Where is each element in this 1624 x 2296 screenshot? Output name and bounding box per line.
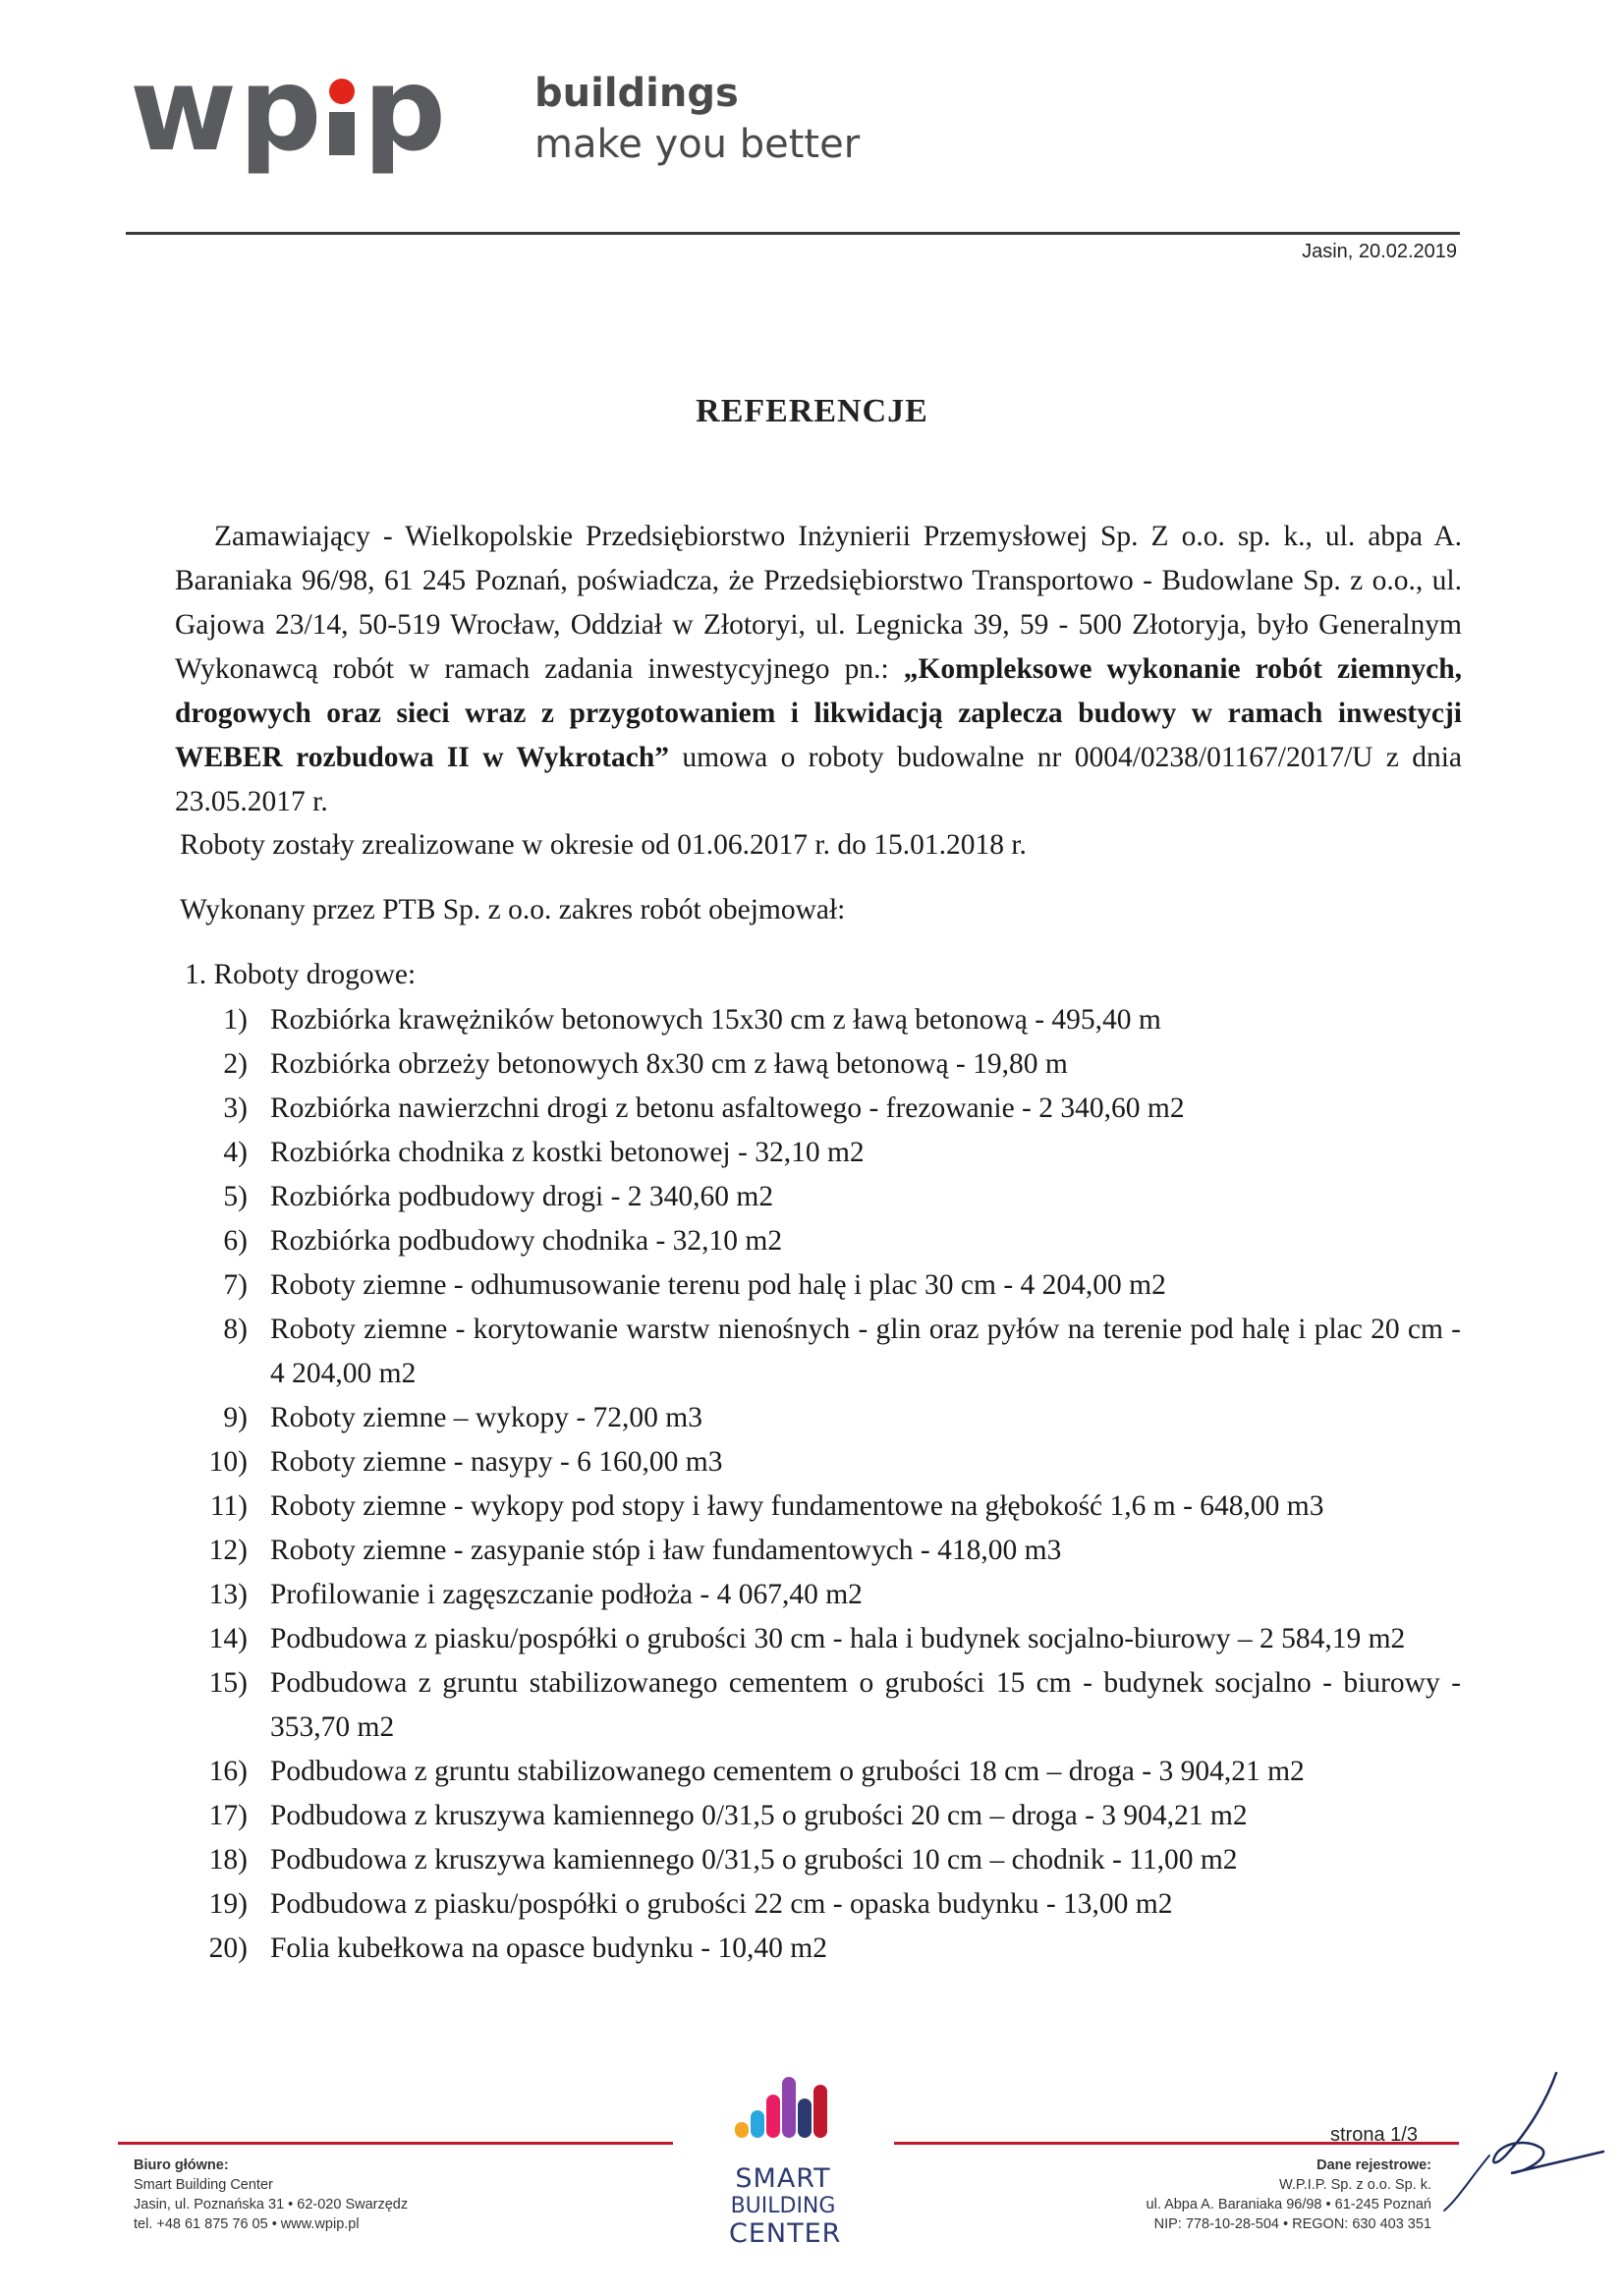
item-number: 15)	[208, 1667, 248, 1699]
office-contact: tel. +48 61 875 76 05 • www.wpip.pl	[134, 2216, 360, 2232]
item-text: Rozbiórka podbudowy chodnika - 32,10 m2	[270, 1225, 783, 1257]
item-number: 11)	[209, 1490, 248, 1522]
section-road-works: 1. Roboty drogowe:	[185, 959, 417, 990]
logo-bar	[798, 2099, 812, 2138]
logo-bar	[766, 2095, 780, 2138]
item-number: 19)	[208, 1888, 248, 1920]
scope-heading: Wykonany przez PTB Sp. z o.o. zakres robót obejmował:	[180, 894, 846, 925]
document-title: REFERENCJE	[696, 393, 928, 429]
office-heading: Biuro główne:	[134, 2157, 229, 2173]
logo-bar	[751, 2110, 764, 2138]
item-text: Rozbiórka chodnika z kostki betonowej - 32,10 m2	[270, 1137, 865, 1168]
wpip-logo	[130, 41, 483, 177]
item-text: Podbudowa z kruszywa kamiennego 0/31,5 o grubości 10 cm – chodnik - 11,00 m2	[270, 1844, 1238, 1876]
list-item	[0, 1484, 1624, 1529]
item-text: Roboty ziemne - wykopy pod stopy i ławy fundamentowe na głębokość 1,6 m - 648,00 m3	[270, 1490, 1324, 1522]
list-item	[0, 1794, 1624, 1838]
execution-period: Roboty zostały zrealizowane w okresie od 01.06.2017 r. do 15.01.2018 r.	[180, 829, 1027, 861]
item-number: 7)	[223, 1269, 248, 1301]
item-number: 3)	[223, 1092, 248, 1124]
logo-letter-p: p	[239, 41, 324, 177]
logo-letter-w: w	[130, 41, 240, 177]
item-text: Podbudowa z gruntu stabilizowanego cementem o grubości 15 cm - budynek socjalno - biurowy - 353,70 m2	[270, 1667, 1461, 1743]
item-text: Rozbiórka podbudowy drogi - 2 340,60 m2	[270, 1181, 774, 1212]
item-text: Podbudowa z piasku/pospółki o grubości 30 cm - hala i budynek socjalno-biurowy – 2 584,19 m2	[270, 1623, 1406, 1654]
logo-bar	[782, 2077, 796, 2138]
item-number: 14)	[208, 1623, 248, 1654]
tagline-make-you-better: make you better	[534, 122, 861, 167]
item-number: 20)	[208, 1932, 248, 1964]
item-number: 10)	[208, 1446, 248, 1478]
item-text: Roboty ziemne - zasypanie stóp i ław fundamentowych - 418,00 m3	[270, 1535, 1062, 1566]
logo-word-center: CENTER	[729, 2218, 842, 2249]
header-divider	[126, 232, 1460, 235]
logo-bar	[813, 2085, 827, 2138]
logo-word-building: BUILDING	[730, 2194, 836, 2218]
intro-paragraph	[175, 515, 1462, 824]
item-text: Folia kubełkowa na opasce budynku - 10,40 m2	[270, 1932, 827, 1964]
item-text: Podbudowa z kruszywa kamiennego 0/31,5 o grubości 20 cm – droga - 3 904,21 m2	[270, 1800, 1248, 1831]
item-text: Podbudowa z gruntu stabilizowanego cementem o grubości 18 cm – droga - 3 904,21 m2	[270, 1756, 1305, 1787]
item-text: Rozbiórka nawierzchni drogi z betonu asfaltowego - frezowanie - 2 340,60 m2	[270, 1092, 1185, 1124]
registration-block	[1147, 2156, 1431, 2234]
item-text: Profilowanie i zagęszczanie podłoża - 4 067,40 m2	[270, 1579, 863, 1610]
document-date: Jasin, 20.02.2019	[1302, 241, 1457, 262]
logo-word-smart: SMART	[735, 2163, 831, 2194]
list-item	[0, 1882, 1624, 1927]
office-name: Smart Building Center	[134, 2177, 273, 2193]
smart-building-center-logo	[729, 2071, 842, 2268]
page-number: strona 1/3	[1330, 2124, 1418, 2146]
logo-wordmark	[729, 2163, 842, 2249]
list-item	[0, 1838, 1624, 1882]
list-item	[0, 1042, 1624, 1087]
logo-red-dot	[329, 79, 355, 104]
list-item	[0, 1529, 1624, 1573]
list-item	[0, 1750, 1624, 1794]
list-item	[0, 1263, 1624, 1308]
tagline-buildings: buildings	[534, 71, 739, 116]
logo-i-stem	[329, 112, 355, 155]
item-text: Rozbiórka krawężników betonowych 15x30 cm z ławą betonową - 495,40 m	[270, 1004, 1161, 1036]
item-number: 4)	[223, 1137, 248, 1168]
item-text: Roboty ziemne - odhumusowanie terenu pod halę i plac 30 cm - 4 204,00 m2	[270, 1269, 1166, 1301]
office-address: Jasin, ul. Poznańska 31 • 62-020 Swarzędz	[134, 2197, 409, 2212]
item-number: 17)	[208, 1800, 248, 1831]
list-item	[0, 1661, 1624, 1750]
footer-divider-left	[118, 2142, 673, 2145]
item-number: 9)	[223, 1402, 248, 1433]
item-number: 16)	[208, 1756, 248, 1787]
intro-text: Zamawiający - Wielkopolskie Przedsiębiorstwo Inżynierii Przemysłowej Sp. Z o.o. sp. k., ul. abpa A. Baraniaka 96/98, 61 245 Poznań, poświadcza, że Przedsiębiorstwo Transportowo - Budowlane Sp. z o.o., ul. Gajowa 23/14, 50-519 Wrocław, Oddział w Złotoryi, ul. Legnicka 39, 59 - 500 Złotoryja, było Generalnym Wykonawcą robót w ramach zadania inwestycyjnego pn.:	[175, 521, 1462, 685]
head-office-block	[134, 2156, 408, 2234]
list-item	[0, 1573, 1624, 1617]
list-item	[0, 1308, 1624, 1396]
handwritten-signature	[1430, 2061, 1617, 2218]
list-item	[0, 1617, 1624, 1661]
list-item	[0, 1131, 1624, 1175]
item-number: 8)	[223, 1314, 248, 1345]
registration-address: ul. Abpa A. Baraniaka 96/98 • 61-245 Poznań	[1146, 2197, 1431, 2212]
list-item	[0, 998, 1624, 1042]
item-number: 2)	[223, 1048, 248, 1080]
investment-name: „Kompleksowe wykonanie robót ziemnych, drogowych oraz sieci wraz z przygotowaniem i likwidacją zaplecza budowy w ramach inwestycji WEBER rozbudowa II w Wykrotach”	[175, 653, 1462, 773]
item-number: 6)	[223, 1225, 248, 1257]
registration-company: W.P.I.P. Sp. z o.o. Sp. k.	[1278, 2177, 1431, 2193]
item-text: Roboty ziemne - korytowanie warstw nienośnych - glin oraz pyłów na terenie pod halę i plac 20 cm - 4 204,00 m2	[270, 1314, 1461, 1389]
logo-bars-icon	[729, 2071, 837, 2138]
logo-letter-i	[323, 55, 363, 163]
list-item	[0, 1927, 1624, 1971]
registration-ids: NIP: 778-10-28-504 • REGON: 630 403 351	[1153, 2216, 1431, 2232]
logo-bar	[735, 2122, 749, 2138]
item-number: 5)	[223, 1181, 248, 1212]
list-item	[0, 1175, 1624, 1219]
item-text: Roboty ziemne – wykopy - 72,00 m3	[270, 1402, 702, 1433]
item-number: 12)	[208, 1535, 248, 1566]
item-text: Podbudowa z piasku/pospółki o grubości 22 cm - opaska budynku - 13,00 m2	[270, 1888, 1173, 1920]
works-list	[0, 998, 1624, 1971]
item-number: 13)	[208, 1579, 248, 1610]
list-item	[0, 1087, 1624, 1131]
list-item	[0, 1219, 1624, 1263]
item-text: Roboty ziemne - nasypy - 6 160,00 m3	[270, 1446, 723, 1478]
contract-reference: umowa o roboty budowalne nr 0004/0238/01167/2017/U z dnia 23.05.2017 r.	[175, 742, 1462, 817]
item-number: 1)	[223, 1004, 248, 1036]
registration-heading: Dane rejestrowe:	[1316, 2157, 1431, 2173]
item-text: Rozbiórka obrzeży betonowych 8x30 cm z ławą betonową - 19,80 m	[270, 1048, 1068, 1080]
logo-letter-p-2: p	[363, 41, 448, 177]
list-item	[0, 1396, 1624, 1440]
list-item	[0, 1440, 1624, 1484]
item-number: 18)	[208, 1844, 248, 1876]
